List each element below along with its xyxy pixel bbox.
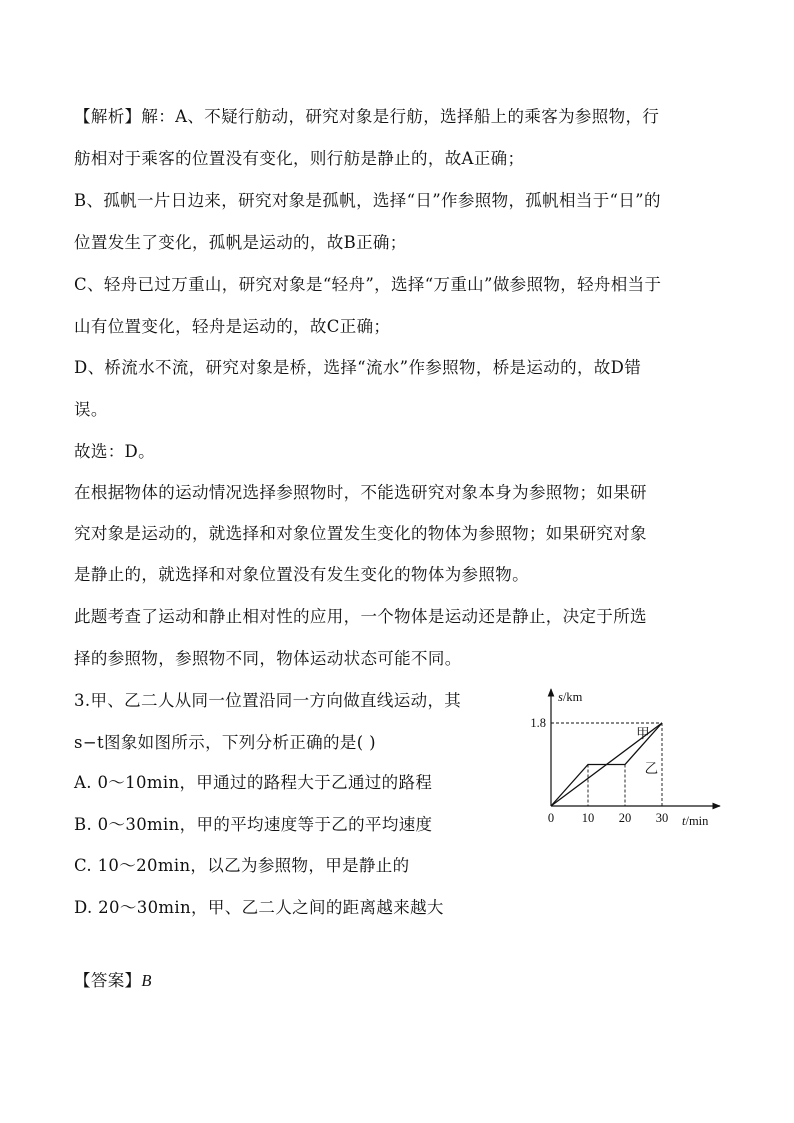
- answer-label: 【答案】: [74, 971, 142, 990]
- y-tick-label: 1.8: [530, 716, 546, 730]
- option-d: D. 20～30min，甲、乙二人之间的距离越来越大: [74, 898, 444, 917]
- x-tick-label: 0: [547, 811, 555, 825]
- series-label-yi: 乙: [644, 760, 659, 776]
- series-label-jia: 甲: [636, 726, 650, 742]
- st-graph-svg: [520, 683, 730, 833]
- analysis-line-1: 【解析】解：A、不疑行舫动，研究对象是行舫，选择船上的乘客为参照物，行: [74, 107, 660, 126]
- y-axis-label: s/km: [558, 690, 583, 704]
- st-graph: [520, 683, 730, 837]
- analysis-line-3: B、孤帆一片日边来，研究对象是孤帆，选择“日”作参照物，孤帆相当于“日”的: [74, 191, 661, 210]
- analysis-line-11: 究对象是运动的，就选择和对象位置发生变化的物体为参照物；如果研究对象: [74, 524, 647, 543]
- x-tick-label: 10: [581, 811, 595, 825]
- question-stem-line-2: s−t图象如图所示，下列分析正确的是( ): [74, 733, 376, 752]
- answer-line: [74, 969, 152, 993]
- analysis-line-2: 舫相对于乘客的位置没有变化，则行舫是静止的，故A正确；: [74, 149, 525, 168]
- x-axis-label: t/min: [682, 814, 709, 828]
- series-labels: [636, 726, 658, 776]
- analysis-line-7: D、桥流水不流，研究对象是桥，选择“流水”作参照物，桥是运动的，故D错: [74, 358, 642, 377]
- question-stem-line-1: 3.甲、乙二人从同一位置沿同一方向做直线运动，其: [74, 691, 462, 710]
- x-tick-label: 30: [655, 811, 669, 825]
- analysis-line-12: 是静止的，就选择和对象位置没有发生变化的物体为参照物。: [74, 565, 529, 584]
- analysis-line-13: 此题考查了运动和静止相对性的应用，一个物体是运动还是静止，决定于所选: [74, 607, 647, 626]
- analysis-line-9: 故选：D。: [74, 442, 155, 461]
- analysis-line-4: 位置发生了变化，孤帆是运动的，故B正确；: [74, 233, 407, 252]
- option-c: C. 10～20min，以乙为参照物，甲是静止的: [74, 856, 410, 875]
- option-b: B. 0～30min，甲的平均速度等于乙的平均速度: [74, 815, 433, 834]
- x-tick-label: 20: [618, 811, 632, 825]
- analysis-line-10: 在根据物体的运动情况选择参照物时，不能选研究对象本身为参照物；如果研: [74, 483, 647, 502]
- analysis-line-5: C、轻舟已过万重山，研究对象是“轻舟”，选择“万重山”做参照物，轻舟相当于: [74, 275, 662, 294]
- analysis-line-14: 择的参照物，参照物不同，物体运动状态可能不同。: [74, 649, 462, 668]
- analysis-line-6: 山有位置变化，轻舟是运动的，故C正确；: [74, 317, 391, 336]
- option-a: A. 0～10min，甲通过的路程大于乙通过的路程: [74, 773, 433, 792]
- answer-value: B: [141, 971, 152, 990]
- analysis-line-8: 误。: [74, 400, 108, 419]
